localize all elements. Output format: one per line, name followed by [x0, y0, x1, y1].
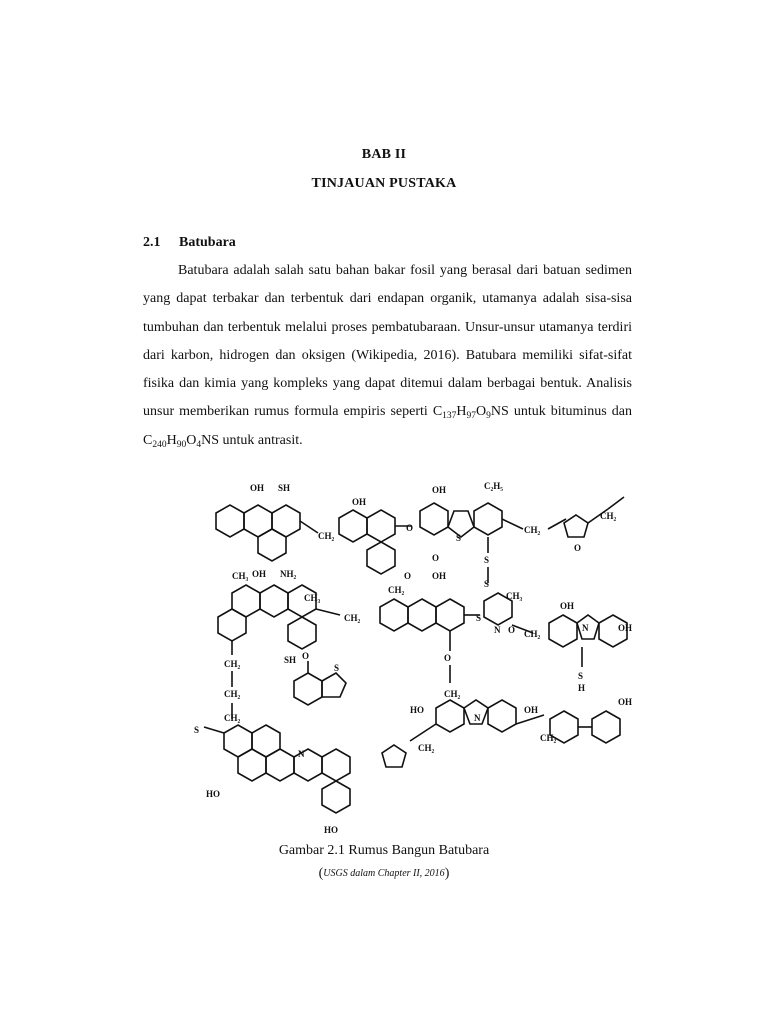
atom-label: OH [560, 601, 575, 611]
line-text: untuk bituminus dan [508, 404, 632, 420]
atom-label: N [474, 713, 481, 723]
paragraph-line: yang dapat terbakar dan terbentuk dari endapan organik, utamanya adalah sisa-sisa [143, 291, 632, 307]
atom-label: OH [352, 497, 367, 507]
paragraph-line [143, 398, 632, 426]
atom-label: CH₃ [232, 571, 249, 581]
atom-label: SH [278, 483, 291, 493]
atom-label: CH₂ [224, 659, 241, 669]
atom-label: N [582, 623, 589, 633]
paragraph-line: fisika dan kimia yang kompleks yang dapat ditemui dalam berbagai bentuk. Analisis [143, 376, 632, 392]
section-heading [143, 235, 236, 251]
chapter-title: TINJAUAN PUSTAKA [311, 176, 457, 191]
atom-label: S [578, 671, 584, 681]
atom-label: O [302, 651, 310, 661]
atom-label: CH₂ [344, 613, 361, 623]
atom-label: O [508, 625, 516, 635]
atom-label: S [484, 579, 490, 589]
coal-structure-figure [188, 475, 638, 840]
atom-label: SH [284, 655, 297, 665]
paragraph-line [143, 427, 632, 455]
atom-label: HO [324, 825, 339, 835]
atom-label: S [194, 725, 200, 735]
atom-label: C₂H₅ [484, 481, 503, 491]
figure-caption: Gambar 2.1 Rumus Bangun Batubara [278, 843, 490, 858]
atom-label: OH [432, 485, 447, 495]
atom-label: O [444, 653, 452, 663]
atom-label: OH [432, 571, 447, 581]
atom-label: CH₂ [524, 629, 541, 639]
atom-label: OH [524, 705, 539, 715]
atom-label: O [432, 553, 440, 563]
section-number: 2.1 [143, 235, 161, 250]
atom-label: HO [410, 705, 425, 715]
atom-label: N [298, 749, 305, 759]
atom-label: H [578, 683, 586, 693]
atom-label: S [484, 555, 490, 565]
line-text: untuk antrasit. [219, 432, 303, 448]
atom-label: HO [206, 789, 221, 799]
chapter-number: BAB II [361, 147, 407, 162]
atom-label: OH [618, 697, 633, 707]
atom-label: CH₂ [318, 531, 335, 541]
atom-label: CH₂ [600, 511, 617, 521]
section-title: Batubara [179, 235, 236, 250]
line-text: unsur memberikan rumus formula empiris seperti [143, 404, 433, 420]
atom-label: S [456, 533, 462, 543]
atom-label: OH [252, 569, 267, 579]
atom-label: CH₂ [388, 585, 405, 595]
paragraph-line: dari karbon, hidrogen dan oksigen (Wikipedia, 2016). Batubara memiliki sifat-sifat [143, 347, 632, 363]
atom-label: OH [250, 483, 265, 493]
atom-label: CH₂ [224, 713, 241, 723]
formula-antrasit: $C_{240}H_{90}O_4NS$ [143, 432, 219, 450]
paragraph-line: Batubara adalah salah satu bahan bakar fosil yang berasal dari batuan sedimen [178, 263, 632, 278]
atom-label: S [476, 613, 482, 623]
formula-bituminus: $C_{137}H_{97}O_9NS$ [432, 404, 509, 422]
atom-label: O [406, 523, 414, 533]
atom-label: CH₂ [524, 525, 541, 535]
paragraph-line: tumbuhan dan terbentuk melalui proses pembatubaraan. Unsur-unsur utamanya terdiri [143, 319, 632, 335]
atom-label: CH₃ [304, 593, 321, 603]
body-paragraph [143, 257, 632, 455]
atom-label: CH₃ [506, 591, 523, 601]
atom-label: CH₂ [418, 743, 435, 753]
atom-label: CH₂ [540, 733, 557, 743]
figure-source: (USGS dalam Chapter II, 2016) [318, 866, 450, 881]
coal-structural-formula [188, 475, 638, 840]
atom-label: NH₂ [280, 569, 297, 579]
atom-label: N [494, 625, 501, 635]
atom-label: O [404, 571, 412, 581]
atom-label: CH₂ [444, 689, 461, 699]
atom-label: OH [618, 623, 633, 633]
atom-label: CH₂ [224, 689, 241, 699]
atom-label: O [574, 543, 582, 553]
atom-label: S [334, 663, 340, 673]
